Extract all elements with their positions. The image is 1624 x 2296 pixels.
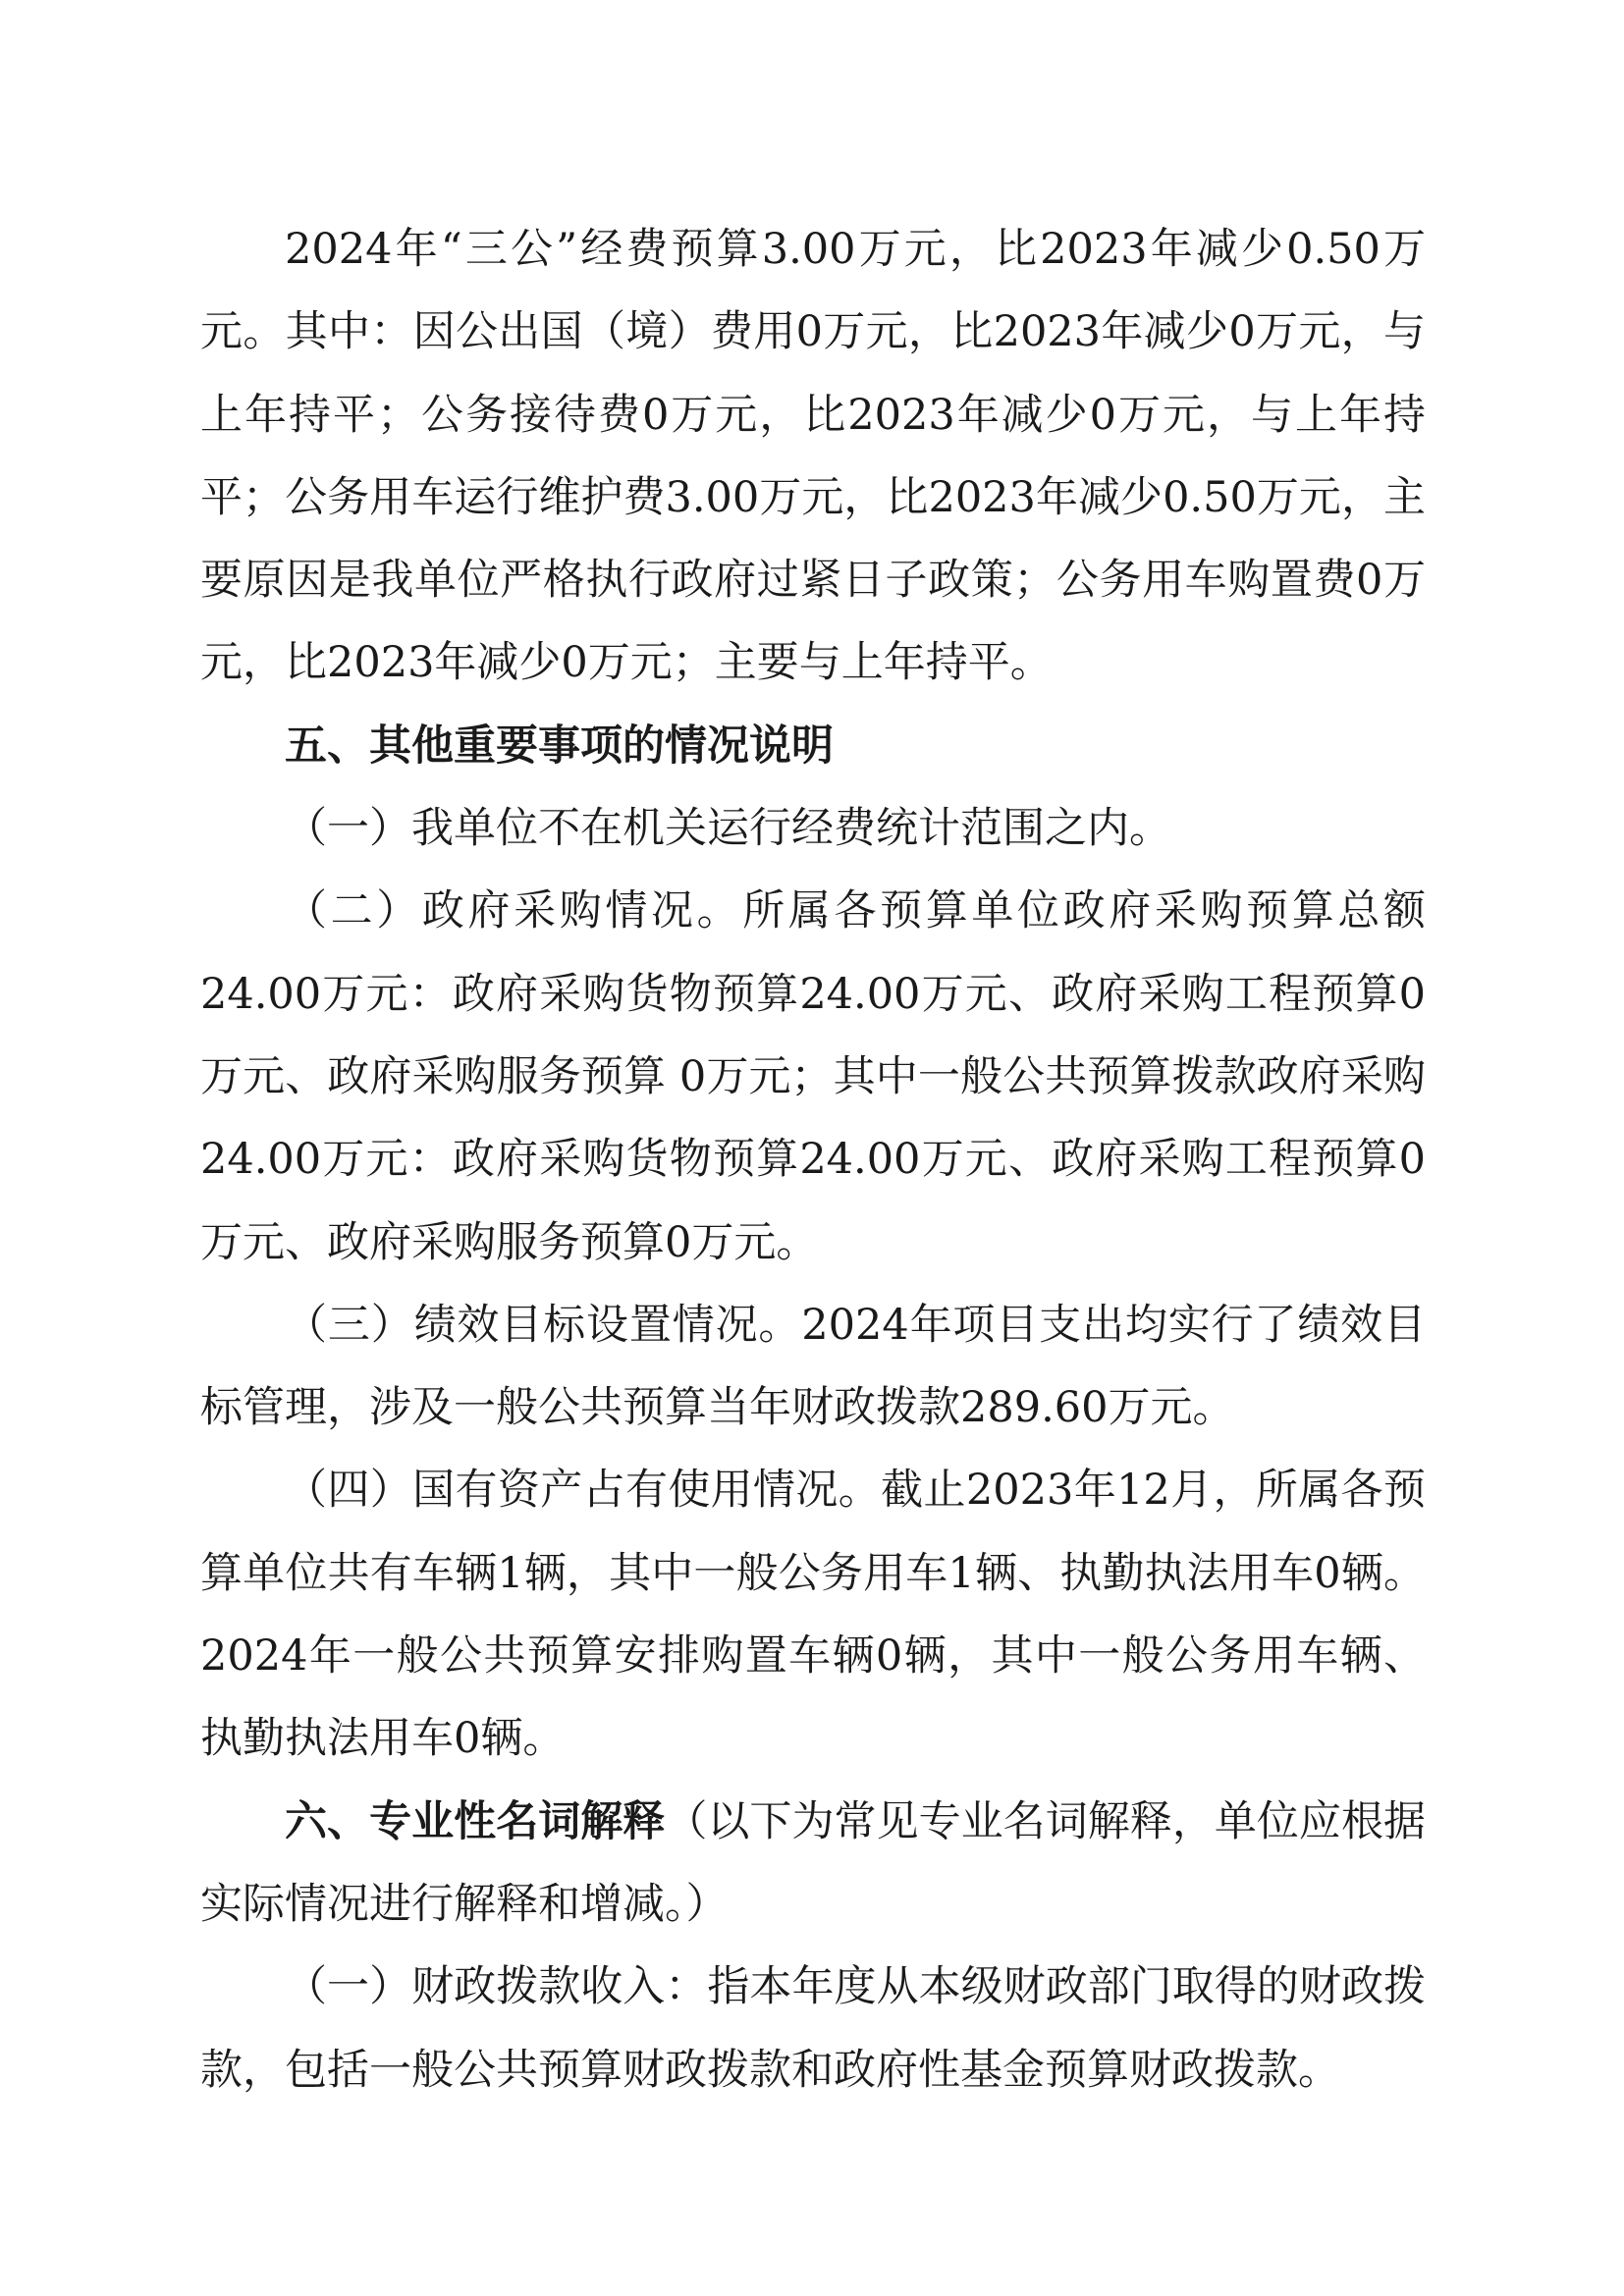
paragraph-performance-targets: （三）绩效目标设置情况。2024年项目支出均实行了绩效目标管理，涉及一般公共预算当年财政拨款289.60万元。 xyxy=(200,1300,1426,1433)
section-heading-terms-note: （以下为常见专业名词解释，单位应根据实际情况进行解释和增减。） xyxy=(200,1796,1427,1929)
paragraph-three-public-expenses: 2024年“三公”经费预算3.00万元，比2023年减少0.50万元。其中：因公出国（境）费用0万元，比2023年减少0万元，与上年持平；公务接待费0万元，比2023年减少0万元，与上年持平；公务用车运行维护费3.00万元，比2023年减少0.50万元，主要原因是我单位严格执行政府过紧日子政策；公务用车购置费0万元，比2023年减少0万元；主要与上年持平。 xyxy=(200,225,1426,688)
paragraph-fiscal-appropriation-income: （一）财政拨款收入：指本年度从本级财政部门取得的财政拨款，包括一般公共预算财政拨款和政府性基金预算财政拨款。 xyxy=(200,1962,1426,2095)
paragraph-operating-expenses: （一）我单位不在机关运行经费统计范围之内。 xyxy=(285,804,1171,854)
section-heading-terms xyxy=(200,1781,1426,1947)
section-heading-terms-title: 六、专业性名词解释 xyxy=(285,1796,666,1846)
section-heading-other-matters: 五、其他重要事项的情况说明 xyxy=(285,721,834,771)
document-page xyxy=(200,208,1426,2111)
paragraph-state-assets: （四）国有资产占有使用情况。截止2023年12月，所属各预算单位共有车辆1辆，其中一般公务用车1辆、执勤执法用车0辆。2024年一般公共预算安排购置车辆0辆，其中一般公务用车辆、执勤执法用车0辆。 xyxy=(200,1466,1426,1764)
paragraph-government-procurement: （二）政府采购情况。所属各预算单位政府采购预算总额24.00万元：政府采购货物预算24.00万元、政府采购工程预算0万元、政府采购服务预算 0万元；其中一般公共预算拨款政府采购24.00万元：政府采购货物预算24.00万元、政府采购工程预算0万元、政府采购服务预算0万元。 xyxy=(200,886,1426,1267)
